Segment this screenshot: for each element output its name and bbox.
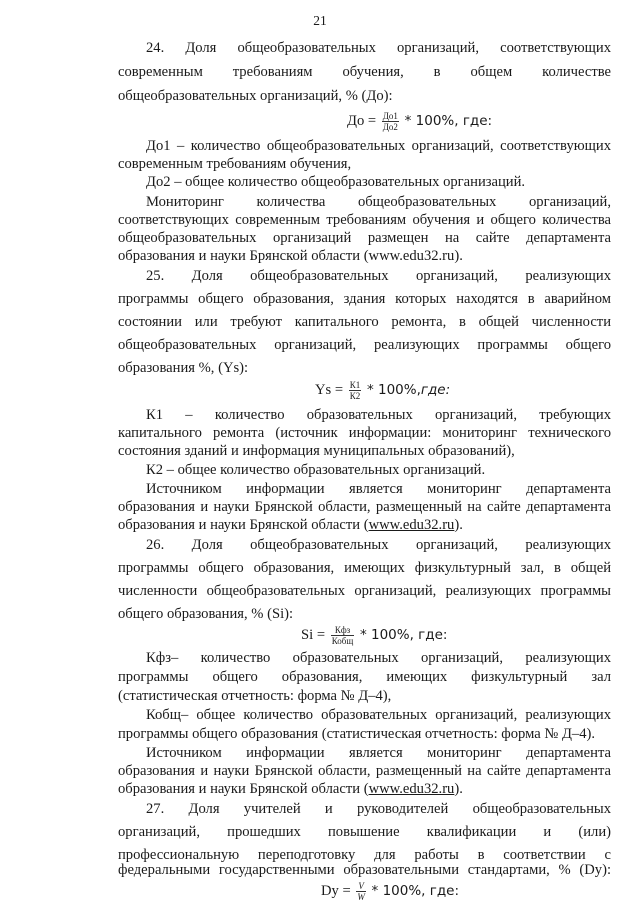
formula-rhs: * 100%, где:	[359, 626, 448, 643]
formula-lhs: Ys =	[315, 381, 344, 398]
text-line: профессиональную переподготовку для работы в соответствии с	[118, 847, 611, 863]
text-line: 27. Доля учителей и руководителей общеобразовательных	[146, 801, 611, 817]
formula-do	[347, 111, 492, 132]
text-line: Кобщ– общее количество образовательных организаций, реализующих	[146, 707, 611, 723]
text-line: состоянии или требуют капитального ремонта, в общей численности	[118, 314, 611, 330]
text-line: соответствующих современным требованиям обучения и общего количества	[118, 212, 611, 228]
formula-fraction	[331, 625, 355, 646]
text-line: программы общего образования, имеющих физкультурный зал, в общей	[118, 560, 611, 576]
text-line: К2 – общее количество образовательных организаций.	[146, 462, 486, 478]
text-line: образования и науки Брянской области, размещенный на сайте департамента	[118, 499, 611, 515]
formula-denominator: Кобщ	[331, 636, 354, 646]
text-line: Источником информации является мониторинг департамента	[146, 481, 611, 497]
text-line: До2 – общее количество общеобразовательных организаций.	[146, 174, 526, 190]
text-line: общеобразовательных организаций, % (До):	[118, 88, 393, 104]
formula-denominator: До2	[382, 122, 398, 132]
formula-tail: где:	[420, 381, 451, 398]
formula-fraction	[356, 881, 366, 902]
text-line: Источником информации является мониторинг департамента	[146, 745, 611, 761]
formula-fraction	[349, 380, 362, 401]
text-line: современным требованиям обучения, в общем количестве	[118, 64, 611, 80]
text-line: Кфз– количество образовательных организаций, реализующих	[146, 650, 611, 666]
formula-rhs: * 100%, где:	[404, 112, 493, 129]
formula-rhs: * 100%, где:	[371, 882, 460, 899]
text-line: программы общего образования (статистическая отчетность: форма № Д–4).	[118, 726, 596, 742]
text-line: До1 – количество общеобразовательных организаций, соответствующих	[146, 138, 611, 154]
formula-ys	[315, 380, 450, 401]
formula-fraction	[382, 111, 399, 132]
text-line: капитального ремонта (источник информации: мониторинг технического	[118, 425, 611, 441]
text-line: программы общего образования, здания которых находятся в аварийном	[118, 291, 611, 307]
formula-si	[301, 625, 447, 646]
text-line: современным требованиям обучения,	[118, 156, 352, 172]
text-line: численности общеобразовательных организаций, реализующих программы	[118, 583, 611, 599]
page-number: 21	[313, 13, 327, 28]
formula-numerator: К1	[349, 380, 361, 390]
formula-numerator: V	[358, 881, 364, 891]
text-line: образования и науки Брянской области, размещенный на сайте департамента	[118, 763, 611, 779]
formula-denominator: К2	[349, 391, 361, 401]
text-line: 25. Доля общеобразовательных организаций, реализующих	[146, 268, 611, 284]
formula-lhs: До =	[347, 112, 377, 129]
text-line: общеобразовательных организаций, реализующих программы общего	[118, 337, 611, 353]
formula-lhs: Dy =	[321, 882, 351, 899]
text-line: состояния зданий и информация муниципальных образований),	[118, 443, 515, 459]
text-line: образования %, (Ys):	[118, 360, 249, 376]
formula-numerator: До1	[382, 111, 398, 121]
text-line: 26. Доля общеобразовательных организаций, реализующих	[146, 537, 611, 553]
text-line: федеральными государственными образовательными стандартами, % (Dy):	[118, 862, 611, 878]
text-line: (статистическая отчетность: форма № Д–4),	[118, 688, 392, 704]
text-line: образования и науки Брянской области (www.edu32.ru).	[118, 517, 463, 533]
text-line: общего образования, % (Si):	[118, 606, 294, 622]
formula-numerator: Кфз	[331, 625, 355, 636]
website-link: www.edu32.ru	[368, 781, 455, 797]
text-line: общеобразовательных организаций размещен на сайте департамента	[118, 230, 611, 246]
formula-dy	[321, 881, 459, 902]
website-link: www.edu32.ru	[368, 517, 455, 533]
text-line: организаций, прошедших повышение квалификации и (или)	[118, 824, 611, 840]
text-line: образования и науки Брянской области (www.edu32.ru).	[118, 781, 463, 797]
text-line: образования и науки Брянской области (www.edu32.ru).	[118, 248, 463, 264]
formula-lhs: Si =	[301, 626, 326, 643]
formula-rhs: * 100%,	[366, 381, 421, 398]
text-line: 24. Доля общеобразовательных организаций, соответствующих	[146, 40, 611, 56]
text-line: К1 – количество образовательных организаций, требующих	[146, 407, 611, 423]
text-line: программы общего образования, имеющих физкультурный зал	[118, 669, 611, 685]
text-line: Мониторинг количества общеобразовательных организаций,	[146, 194, 611, 210]
formula-denominator: W	[357, 892, 365, 902]
